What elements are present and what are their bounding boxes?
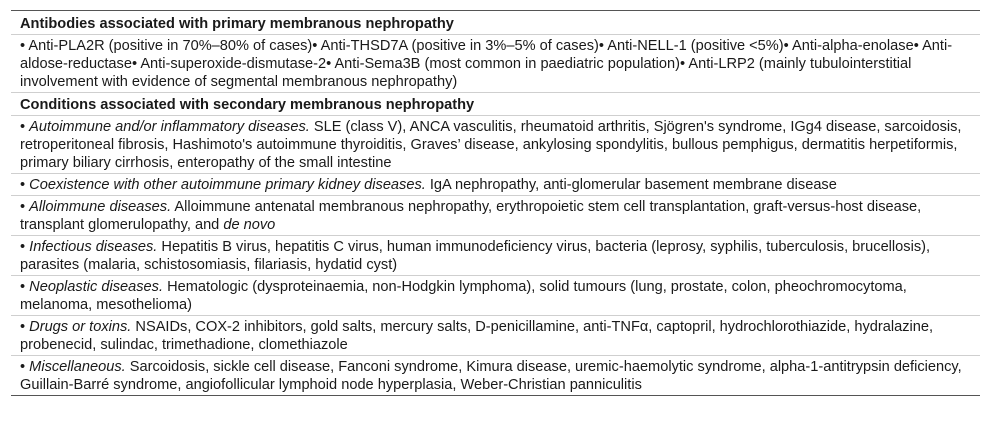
condition-row-autoimmune: • Autoimmune and/or inflammatory diseases. SLE (class V), ANCA vasculitis, rheumatoid arthritis, Sjögren's syndrome, IGg4 disease, sarcoidosis, retroperitoneal fibrosis, Hashimoto's autoimmune thyroiditis, Graves’ disease, ankylosing spondylitis, bullous pemphigus, dermatitis herpetiformis, primary biliary cirrhosis, enteropathy of the small intestine — [11, 116, 980, 174]
condition-category: Infectious diseases. — [29, 239, 158, 255]
primary-antibodies-row — [11, 35, 980, 93]
antibody-item: • Anti-Sema3B (most common in paediatric population) — [326, 56, 680, 72]
antibody-item: • Anti-NELL-1 (positive <5%) — [598, 38, 784, 54]
condition-row-alloimmune: • Alloimmune diseases. Alloimmune antenatal membranous nephropathy, erythropoietic stem cell transplantation, graft-versus-host disease, transplant glomerulopathy, and de novo — [11, 196, 980, 236]
condition-category: Drugs or toxins. — [29, 319, 132, 335]
primary-heading: Antibodies associated with primary membranous nephropathy — [11, 11, 980, 35]
condition-list: IgA nephropathy, anti-glomerular basement membrane disease — [425, 177, 837, 193]
antibody-item: • Anti-superoxide-dismutase-2 — [131, 56, 327, 72]
condition-row-neoplastic: • Neoplastic diseases. Hematologic (dysproteinaemia, non-Hodgkin lymphoma), solid tumours (lung, prostate, colon, pheochromocytoma, melanoma, mesothelioma) — [11, 276, 980, 316]
antibody-item: • Anti-THSD7A (positive in 3%–5% of cases) — [312, 38, 599, 54]
condition-list: NSAIDs, COX-2 inhibitors, gold salts, mercury salts, D-penicillamine, anti-TNFα, captopril, hydrochlorothiazide, hydralazine, probenecid, sulindac, trimethadione, clomethiazole — [20, 319, 934, 353]
condition-category: Autoimmune and/or inflammatory diseases. — [29, 119, 310, 135]
condition-category: Neoplastic diseases. — [29, 279, 164, 295]
antibody-item: • Anti-aldose-reductase — [20, 38, 953, 72]
condition-list: Hematologic (dysproteinaemia, non-Hodgkin lymphoma), solid tumours (lung, prostate, colon, pheochromocytoma, melanoma, mesothelioma) — [20, 279, 907, 313]
condition-row-drugs: • Drugs or toxins. NSAIDs, COX-2 inhibitors, gold salts, mercury salts, D-penicillamine, anti-TNFα, captopril, hydrochlorothiazide, hydralazine, probenecid, sulindac, trimethadione, clomethiazole — [11, 316, 980, 356]
antibody-item: • Anti-alpha-enolase — [783, 38, 914, 54]
antibody-item: • Anti-PLA2R (positive in 70%–80% of cases) — [20, 38, 313, 54]
condition-list: Sarcoidosis, sickle cell disease, Fanconi syndrome, Kimura disease, uremic-haemolytic syndrome, alpha-1-antitrypsin deficiency, Guillain-Barré syndrome, angiofollicular lymphoid node hyperplasia, Weber-Christian panniculitis — [20, 359, 962, 393]
condition-category: Miscellaneous. — [29, 359, 126, 375]
condition-category: Coexistence with other autoimmune primary kidney diseases. — [29, 177, 426, 193]
condition-row-miscellaneous: • Miscellaneous. Sarcoidosis, sickle cell disease, Fanconi syndrome, Kimura disease, uremic-haemolytic syndrome, alpha-1-antitrypsin deficiency, Guillain-Barré syndrome, angiofollicular lymphoid node hyperplasia, Weber-Christian panniculitis — [20, 359, 962, 393]
membranous-nephropathy-table — [11, 10, 980, 396]
condition-row-coexistence: • Coexistence with other autoimmune primary kidney diseases. IgA nephropathy, anti-glomerular basement membrane disease — [11, 174, 980, 196]
condition-row-infectious: • Infectious diseases. Hepatitis B virus, hepatitis C virus, human immunodeficiency virus, bacteria (leprosy, syphilis, tuberculosis, brucellosis), parasites (malaria, schistosomiasis, filariasis, hydatid cyst) — [11, 236, 980, 276]
condition-tail-italic: de novo — [223, 217, 276, 233]
condition-list: Alloimmune antenatal membranous nephropathy, erythropoietic stem cell transplantation, graft-versus-host disease, transplant glomerulopathy, and — [20, 199, 922, 233]
condition-list: Hepatitis B virus, hepatitis C virus, human immunodeficiency virus, bacteria (leprosy, syphilis, tuberculosis, brucellosis), parasites (malaria, schistosomiasis, filariasis, hydatid cyst) — [20, 239, 931, 273]
condition-category: Alloimmune diseases. — [29, 199, 172, 215]
antibody-item: • Anti-LRP2 (mainly tubulointerstitial involvement with evidence of segmental membranous nephropathy) — [20, 56, 912, 90]
secondary-heading: Conditions associated with secondary membranous nephropathy — [11, 93, 980, 116]
condition-list: SLE (class V), ANCA vasculitis, rheumatoid arthritis, Sjögren's syndrome, IGg4 disease, sarcoidosis, retroperitoneal fibrosis, Hashimoto's autoimmune thyroiditis, Graves’ disease, ankylosing spondylitis, bullous pemphigus, dermatitis herpetiformis, primary biliary cirrhosis, enteropathy of the small intestine — [20, 119, 962, 171]
